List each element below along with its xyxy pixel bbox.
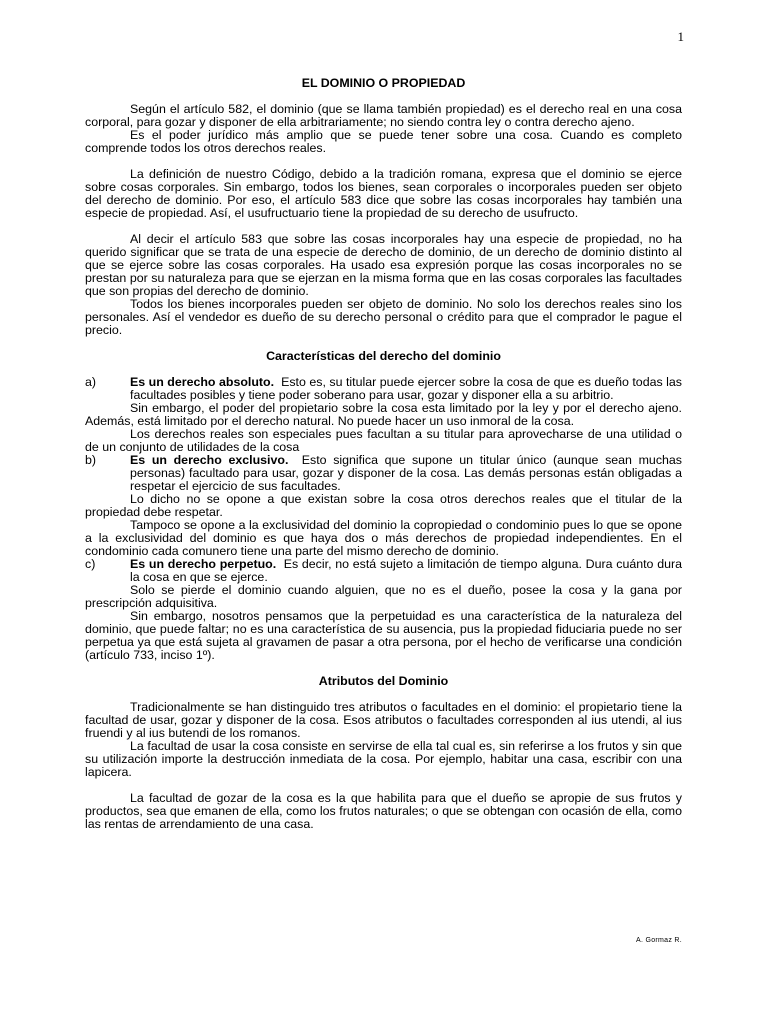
paragraph: Sin embargo, el poder del propietario sobre la cosa esta limitado por la ley y por el derecho ajeno. Además, está limitado por el derecho natural. No puede hacer un uso inmoral de la cosa. [85,401,682,428]
paragraph: Todos los bienes incorporales pueden ser objeto de dominio. No solo los derechos reales sino los personales. Así el vendedor es dueño de su derecho personal o crédito para que el comprador le pague el precio. [85,297,682,337]
list-item-a [85,376,682,402]
section-heading-attributes: Atributos del Dominio [318,674,449,688]
paragraph: Los derechos reales son especiales pues facultan a su titular para aprovecharse de una utilidad o de un conjunto de utilidades de la cosa [85,427,682,454]
list-item-text: Esto es, su titular puede ejercer sobre la cosa de que es dueño todas las facultades posibles y tiene poder soberano para usar, gozar y disponer ella a su arbitrio. [130,375,683,402]
paragraph: La facultad de gozar de la cosa es la que habilita para que el dueño se apropie de sus frutos y productos, sea que emanen de ella, como los frutos naturales; o que se obtengan con ocasión de ella, como las rentas de arrendamiento de una casa. [85,791,682,831]
list-item-text: Es decir, no está sujeto a limitación de tiempo alguna. Dura cuánto dura la cosa en que se ejerce. [130,557,682,584]
list-item-body [130,454,682,493]
author-footer: A. Gormaz R. [636,937,682,944]
section-heading-characteristics: Características del derecho del dominio [266,349,501,363]
list-item-b [85,454,682,493]
paragraph: La definición de nuestro Código, debido a la tradición romana, expresa que el dominio se ejerce sobre cosas corporales. Sin embargo, todos los bienes, sean corporales o incorporales pueden ser objeto del derecho de dominio. Por eso, el artículo 583 dice que sobre las cosas incorporales hay también una especie de propiedad. Así, el usufructuario tiene la propiedad de su derecho de usufructo. [85,167,682,220]
document-title: EL DOMINIO O PROPIEDAD [301,76,466,90]
paragraph: Sin embargo, nosotros pensamos que la perpetuidad es una característica de la naturaleza del dominio, que puede faltar; no es una característica de su ausencia, pus la propiedad fiduciaria puede no ser perpetua ya que está sujeta al gravamen de pasar a otra persona, por el hecho de verificarse una condición (artículo 733, inciso 1º). [85,609,682,662]
page-number: 1 [677,29,684,44]
paragraph: Lo dicho no se opone a que existan sobre la cosa otros derechos reales que el titular de la propiedad debe respetar. [85,492,682,519]
paragraph: Al decir el artículo 583 que sobre las cosas incorporales hay una especie de propiedad, no ha querido significar que se trata de una especie de derecho de dominio, de un derecho de dominio distinto al que se ejerce sobre las cosas corporales. Ha usado esa expresión porque las cosas incorporales no se prestan por su naturaleza para que se ejerzan en la misma forma que en las cosas corporales las facultades que son propias del derecho de dominio. [85,232,682,298]
document-body [85,77,682,831]
list-item-term: Es un derecho absoluto. [130,375,275,389]
paragraph: Solo se pierde el dominio cuando alguien, que no es el dueño, posee la cosa y la gana por prescripción adquisitiva. [85,583,682,610]
list-item-body [130,376,682,402]
list-item-text: Esto significa que supone un titular único (aunque sean muchas personas) facultado para usar, gozar y disponer de la cosa. Las demás personas están obligadas a respetar el ejercicio de sus facultades. [130,453,682,493]
list-marker: c) [85,557,96,571]
paragraph: Tradicionalmente se han distinguido tres atributos o facultades en el dominio: el propietario tiene la facultad de usar, gozar y disponer de la cosa. Esos atributos o facultades corresponden al ius utendi, al ius fruendi y al ius butendi de los romanos. [85,700,682,740]
list-item-body [130,558,682,584]
paragraph: La facultad de usar la cosa consiste en servirse de ella tal cual es, sin referirse a los frutos y sin que su utilización importe la destrucción inmediata de la cosa. Por ejemplo, habitar una casa, escribir con una lapicera. [85,739,682,779]
paragraph: Según el artículo 582, el dominio (que se llama también propiedad) es el derecho real en una cosa corporal, para gozar y disponer de ella arbitrariamente; no siendo contra ley o contra derecho ajeno. [85,102,682,129]
list-item-c [85,558,682,584]
list-item-term: Es un derecho exclusivo. [130,453,289,467]
paragraph: Tampoco se opone a la exclusividad del dominio la copropiedad o condominio pues lo que se opone a la exclusividad del dominio es que haya dos o más derechos de propiedad independientes. En el condominio cada comunero tiene una parte del mismo derecho de dominio. [85,518,682,558]
list-item-term: Es un derecho perpetuo. [130,557,277,571]
paragraph: Es el poder jurídico más amplio que se puede tener sobre una cosa. Cuando es completo comprende todos los otros derechos reales. [85,128,682,155]
list-marker: a) [85,375,97,389]
list-marker: b) [85,453,97,467]
